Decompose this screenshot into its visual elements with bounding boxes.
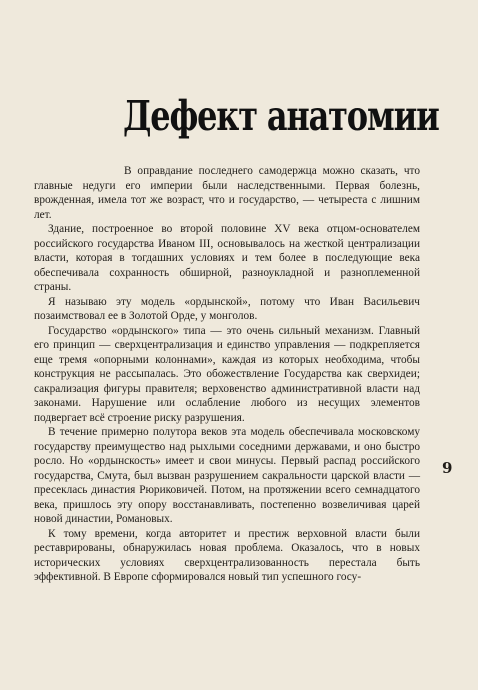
paragraph: Государство «ордынского» типа — это очень сильный механизм. Главный его принцип — сверхцентрализация и единство управления — подкрепляется еще тремя «опорными колоннами», каждая из которых необходима, чтобы конструкция не рассыпалась. Это обожествление Государства как сверхидеи; сакрализация фигуры правителя; верховенство административной власти над законами. Нарушение или ослабление любого из несущих элементов подвергает всё строение риску разрушения. — [34, 324, 420, 424]
paragraph: Здание, построенное во второй половине XV века отцом-основателем российского государства Иваном III, основывалось на жесткой централизации власти, которая в тогдашних условиях и тем более в последующие века обеспечивала сохранность обширной, разноукладной и разноплеменной страны. — [34, 223, 420, 293]
paragraph: В течение примерно полутора веков эта модель обеспечивала московскому государству преимущество над рыхлыми соседними державами, и оно быстро росло. Но «ордынскость» имеет и свои минусы. Первый распад российского государства, Смута, был вызван разрушением сакральности царской власти — пресеклась династия Рюриковичей. Потом, на протяжении всего семнадцатого века, пришлось эту опору восстанавливать, постепенно возвеличивая царей новой династии, Романовых. — [34, 426, 420, 525]
paragraph: В оправдание последнего самодержца можно сказать, что главные недуги его империи были наследственными. Первая болезнь, врожденная, имела тот же возраст, что и государство, — четыреста с лишним лет. — [34, 165, 420, 221]
paragraph: К тому времени, когда авторитет и престиж верховной власти были реставрированы, обнаружилась новая проблема. Оказалось, что в новых исторических условиях сверхцентрализованность перестала быть эффективной. В Европе сформировался новый тип успешного госу- — [34, 527, 420, 583]
paragraph: Я называю эту модель «ордынской», потому что Иван Васильевич позаимствовал ее в Золотой Орде, у монголов. — [34, 295, 420, 322]
body-text — [34, 164, 420, 585]
page-number: 9 — [442, 459, 453, 477]
page-title: Дефект анатомии — [123, 92, 439, 140]
